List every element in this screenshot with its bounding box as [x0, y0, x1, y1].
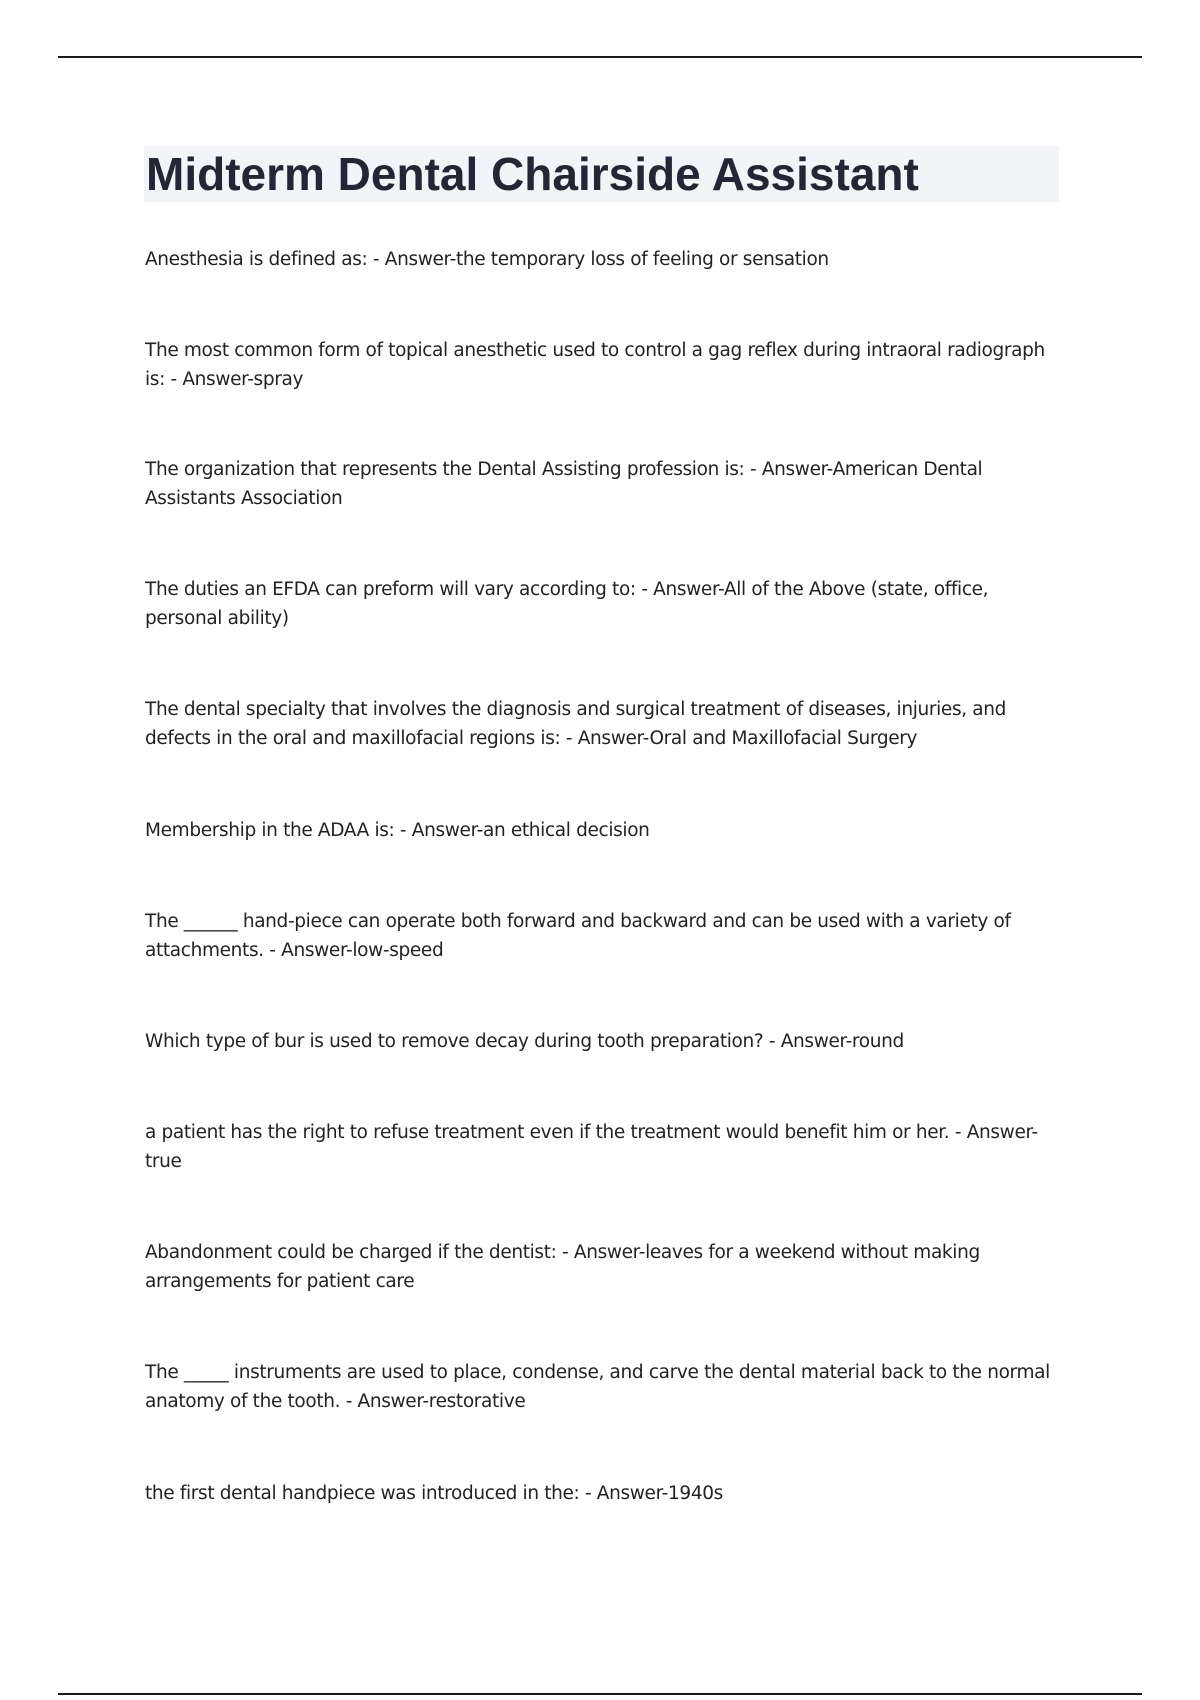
qa-item-6: Membership in the ADAA is: - Answer-an ethical decision: [145, 820, 650, 841]
qa-item-11: The _____ instruments are used to place, condense, and carve the dental material back to the normal anatomy of the tooth. - Answer-restorative: [145, 1362, 1050, 1412]
qa-item-5: The dental specialty that involves the diagnosis and surgical treatment of diseases, injuries, and defects in the oral and maxillofacial regions is: - Answer-Oral and Maxillofacial Surgery: [145, 699, 1007, 749]
qa-item-2: The most common form of topical anesthetic used to control a gag reflex during intraoral radiograph is: - Answer-spray: [145, 340, 1045, 390]
qa-item-3: The organization that represents the Dental Assisting profession is: - Answer-American Dental Assistants Association: [145, 459, 983, 509]
qa-item-9: a patient has the right to refuse treatment even if the treatment would benefit him or her. - Answer-true: [145, 1122, 1038, 1172]
qa-item-7: The ______ hand-piece can operate both forward and backward and can be used with a variety of attachments. - Answer-low-speed: [145, 911, 1011, 961]
header-rule: [58, 56, 1142, 58]
footer-rule: [58, 1693, 1142, 1695]
qa-item-10: Abandonment could be charged if the dentist: - Answer-leaves for a weekend without making arrangements for patient care: [145, 1242, 980, 1292]
page-title: Midterm Dental Chairside Assistant: [146, 148, 919, 200]
qa-item-12: the first dental handpiece was introduced in the: - Answer-1940s: [145, 1483, 723, 1504]
qa-item-8: Which type of bur is used to remove decay during tooth preparation? - Answer-round: [145, 1031, 904, 1052]
qa-item-4: The duties an EFDA can preform will vary according to: - Answer-All of the Above (state, office, personal ability): [145, 579, 989, 629]
qa-item-1: Anesthesia is defined as: - Answer-the temporary loss of feeling or sensation: [145, 249, 829, 270]
